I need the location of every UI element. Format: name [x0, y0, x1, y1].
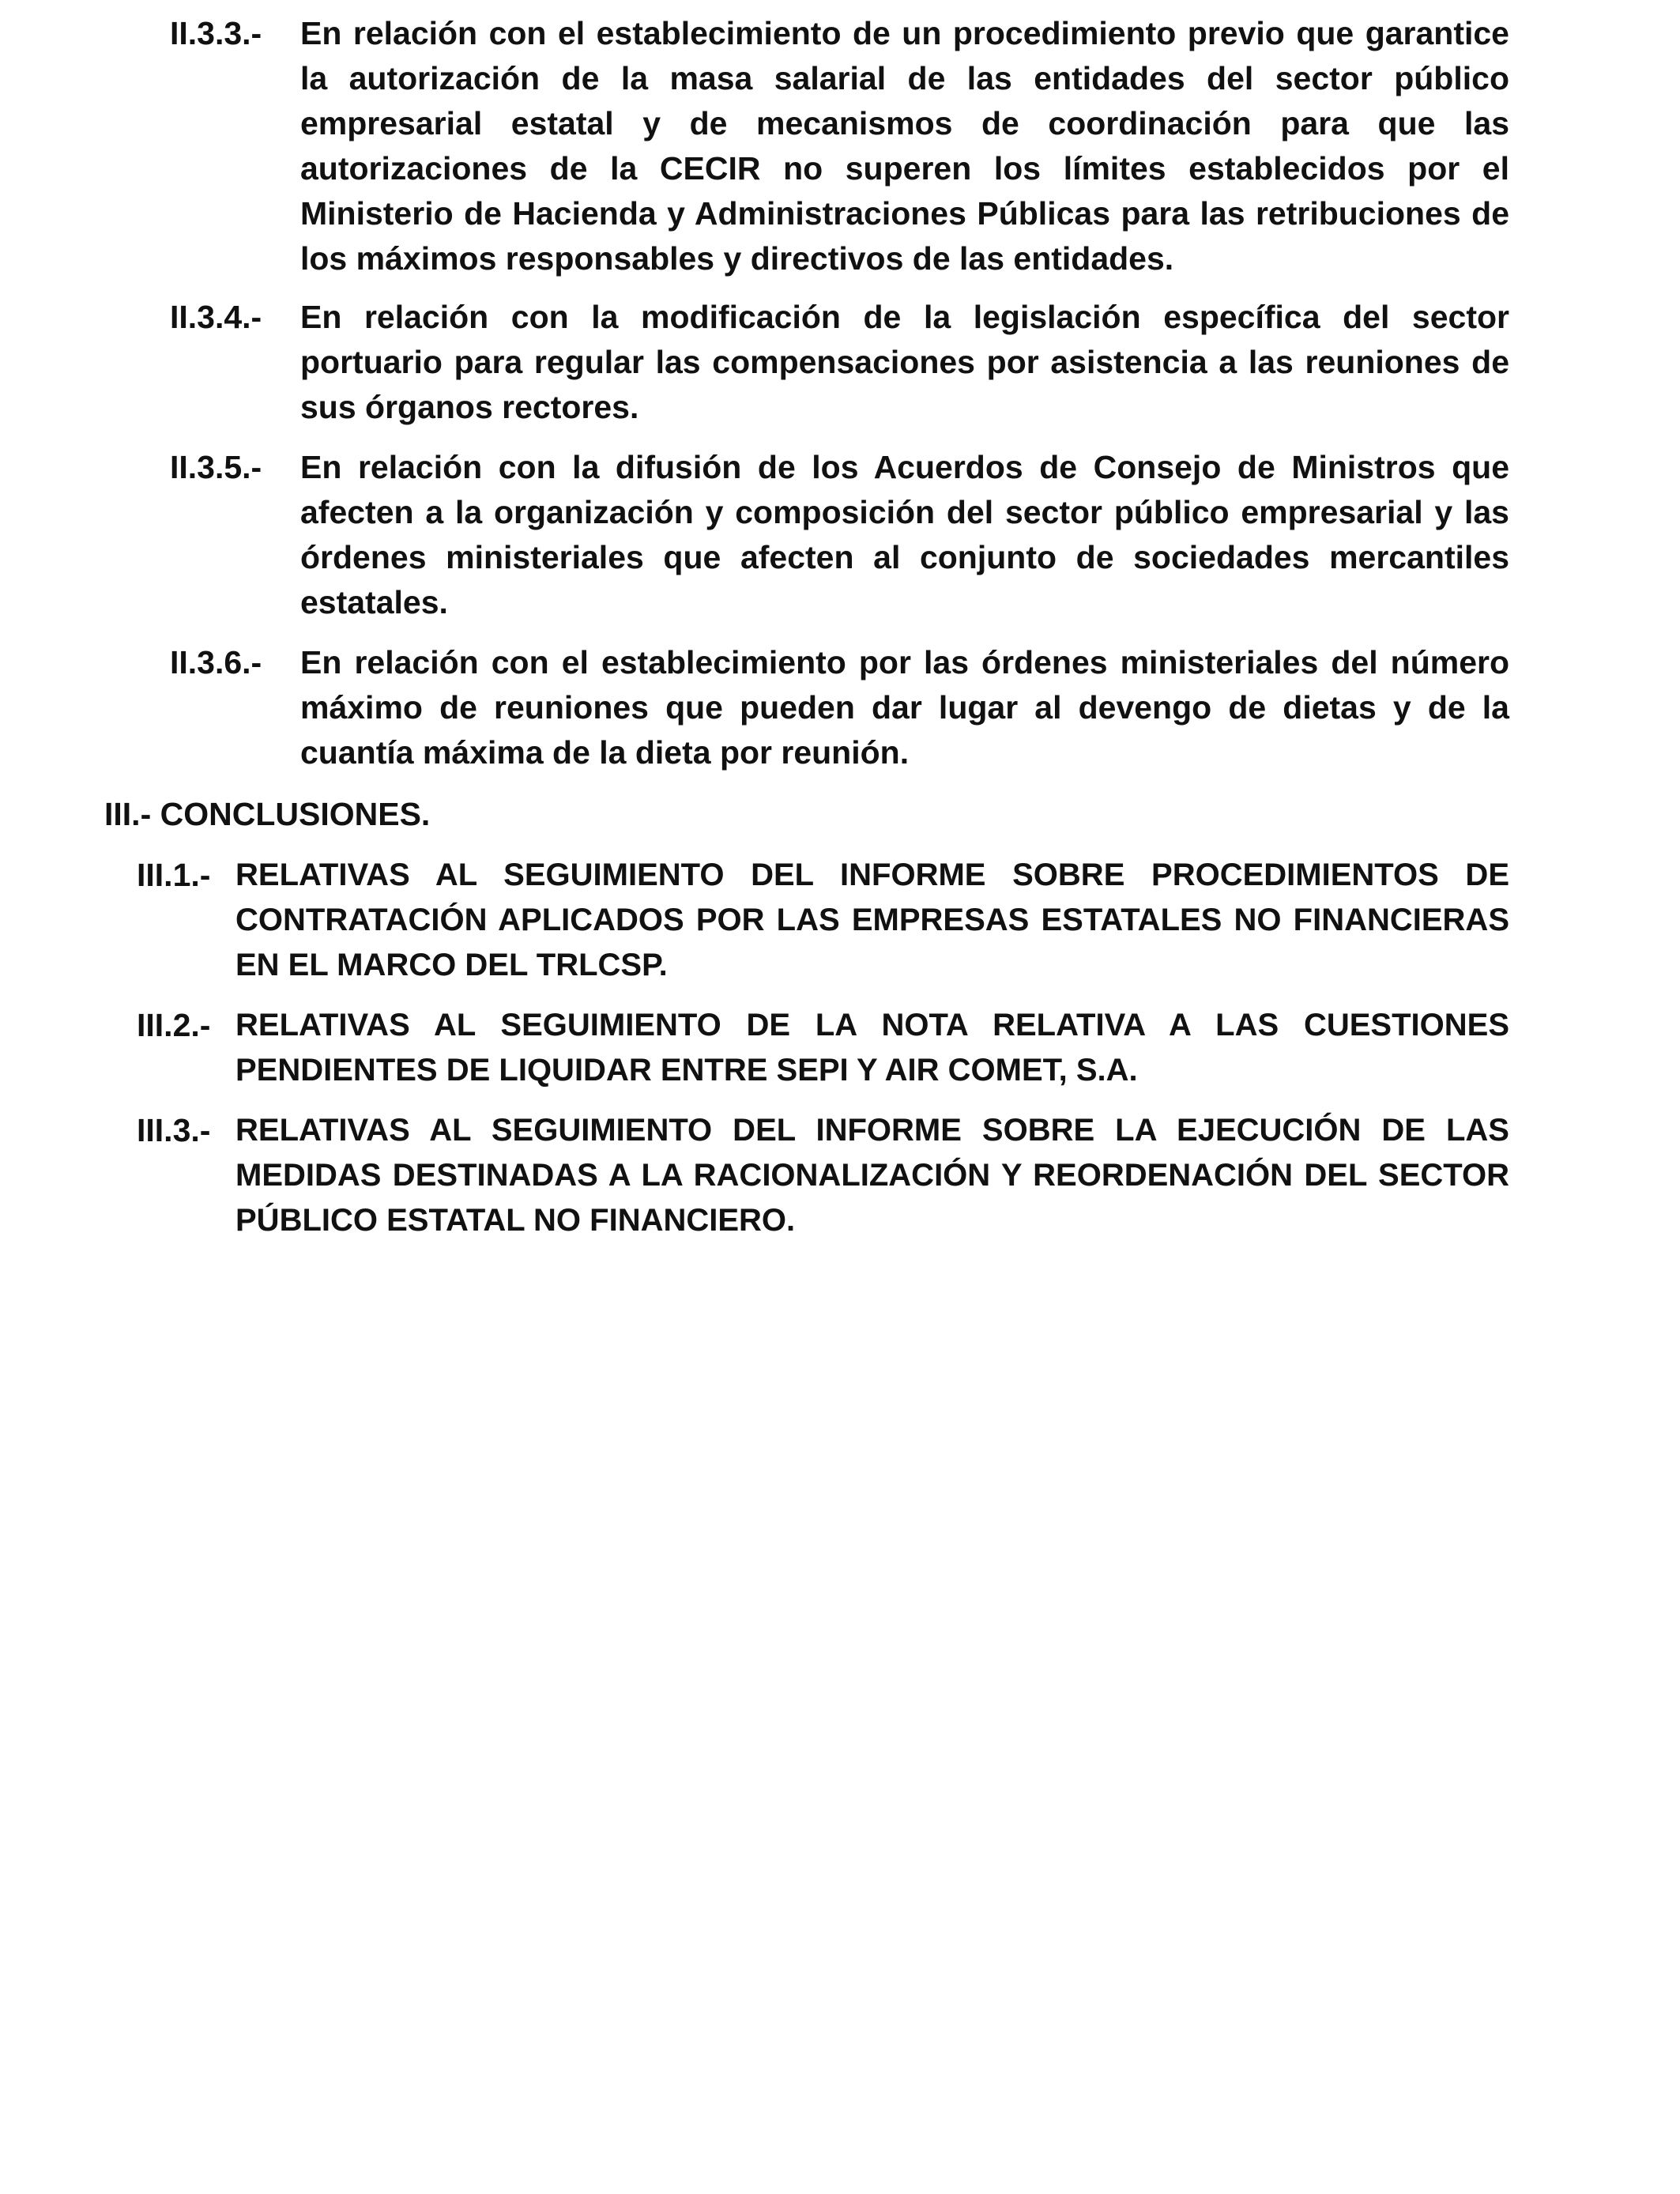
- conclusion-iii-3: [137, 1108, 1509, 1243]
- section-heading-conclusiones: III.- CONCLUSIONES.: [104, 796, 431, 832]
- conclusion-text: RELATIVAS AL SEGUIMIENTO DEL INFORME SOBRE LA EJECUCIÓN DE LAS MEDIDAS DESTINADAS A LA RACIONALIZACIÓN Y REORDENACIÓN DEL SECTOR PÚBLICO ESTATAL NO FINANCIERO.: [235, 1113, 1509, 1238]
- conclusion-text: RELATIVAS AL SEGUIMIENTO DE LA NOTA RELATIVA A LAS CUESTIONES PENDIENTES DE LIQUIDAR ENTRE SEPI Y AIR COMET, S.A.: [235, 1008, 1509, 1088]
- subsection-text: En relación con la modificación de la legislación específica del sector portuario para regular las compensaciones por asistencia a las reuniones de sus órganos rectores.: [300, 299, 1509, 425]
- subsection-ii-3-4: [170, 295, 1509, 430]
- subsection-ii-3-5: [170, 445, 1509, 625]
- conclusion-text: RELATIVAS AL SEGUIMIENTO DEL INFORME SOBRE PROCEDIMIENTOS DE CONTRATACIÓN APLICADOS POR LAS EMPRESAS ESTATALES NO FINANCIERAS EN EL MARCO DEL TRLCSP.: [235, 858, 1509, 982]
- subsection-number: II.3.3.-: [170, 15, 262, 51]
- subsection-ii-3-6: [170, 640, 1509, 775]
- conclusion-number: III.3.-: [137, 1112, 211, 1148]
- subsection-text: En relación con el establecimiento de un procedimiento previo que garantice la autorización de la masa salarial de las entidades del sector público empresarial estatal y de mecanismos de coordinación para que las autorizaciones de la CECIR no superen los límites establecidos por el Ministerio de Hacienda y Administraciones Públicas para las retribuciones de los máximos responsables y directivos de las entidades.: [300, 15, 1509, 277]
- subsection-text: En relación con la difusión de los Acuerdos de Consejo de Ministros que afecten a la organización y composición del sector público empresarial y las órdenes ministeriales que afecten al conjunto de sociedades mercantiles estatales.: [300, 449, 1509, 620]
- subsection-number: II.3.6.-: [170, 644, 262, 680]
- subsection-number: II.3.4.-: [170, 299, 262, 335]
- subsection-ii-3-3: [170, 11, 1509, 281]
- conclusion-iii-1: [137, 853, 1509, 988]
- subsection-number: II.3.5.-: [170, 449, 262, 485]
- conclusion-number: III.2.-: [137, 1007, 211, 1043]
- conclusion-number: III.1.-: [137, 857, 211, 893]
- subsection-text: En relación con el establecimiento por las órdenes ministeriales del número máximo de reuniones que pueden dar lugar al devengo de dietas y de la cuantía máxima de la dieta por reunión.: [300, 644, 1509, 771]
- conclusion-iii-2: [137, 1003, 1509, 1093]
